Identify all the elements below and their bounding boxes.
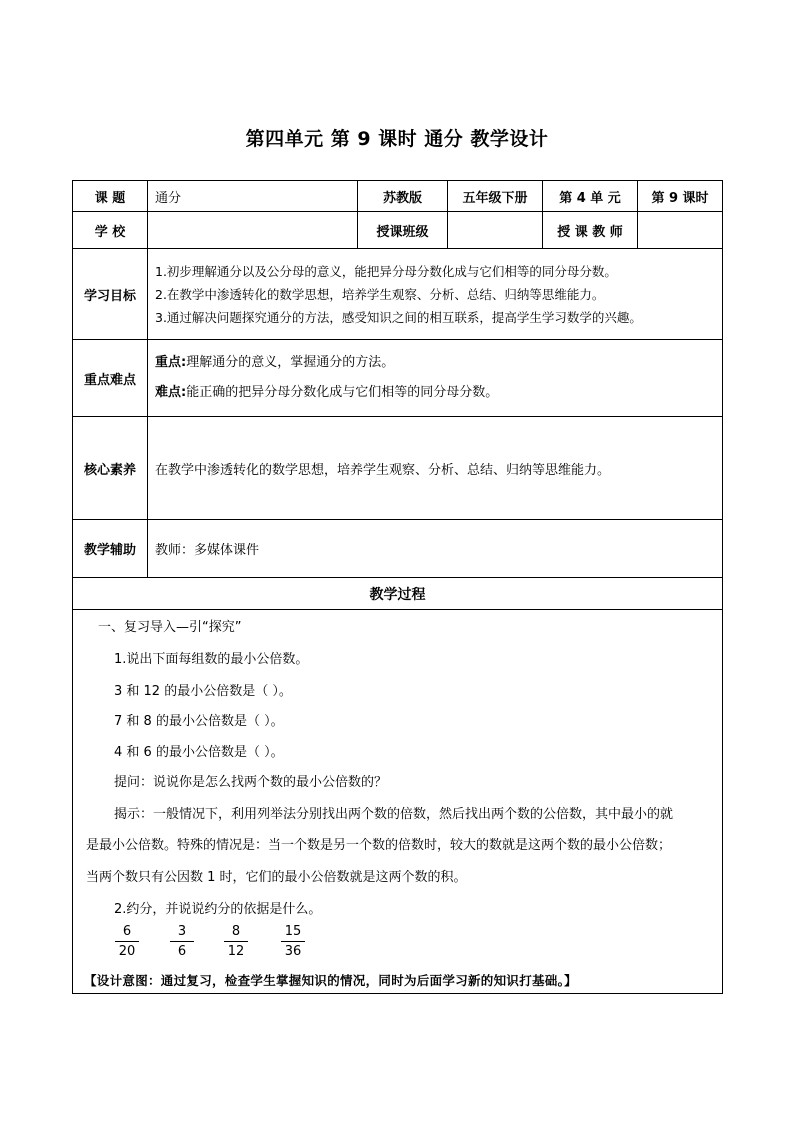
- key-points-label: 重点难点: [73, 340, 148, 417]
- focus-text: 理解通分的意义，掌握通分的方法。: [186, 355, 395, 370]
- key-points-row: [73, 340, 723, 417]
- grade-cell: 五年级下册: [448, 181, 543, 212]
- fraction-bar: [115, 941, 139, 942]
- numerator: 3: [177, 924, 187, 939]
- unit-cell: 第 4 单 元: [543, 181, 638, 212]
- core-label: 核心素养: [73, 417, 148, 520]
- goal-item: 2.在教学中渗透转化的数学思想，培养学生观察、分析、总结、归纳等思维能力。: [155, 286, 605, 302]
- question-2: 2.约分，并说说约分的依据是什么。: [114, 902, 322, 917]
- fraction-bar: [170, 941, 194, 942]
- fraction: [281, 923, 305, 960]
- goals-list: [148, 249, 723, 340]
- fraction: [170, 923, 194, 960]
- topic-label: 课 题: [73, 181, 148, 212]
- core-text: 在教学中渗透转化的数学思想，培养学生观察、分析、总结、归纳等思维能力。: [148, 417, 723, 520]
- aids-row: [73, 520, 723, 578]
- process-heading: 教学过程: [73, 578, 723, 610]
- reveal-line-2: 是最小公倍数。特殊的情况是：当一个数是另一个数的倍数时，较大的数就是这两个数的最小公倍数；: [86, 838, 672, 853]
- reveal-line-3: 当两个数只有公因数 1 时，它们的最小公倍数就是这两个数的积。: [86, 870, 467, 885]
- fraction: [115, 923, 139, 960]
- class-value[interactable]: [448, 212, 543, 249]
- process-content: [73, 610, 723, 994]
- denominator: 12: [227, 944, 245, 959]
- period-cell: 第 9 课时: [638, 181, 723, 212]
- fraction: [224, 923, 248, 960]
- denominator: 36: [284, 944, 302, 959]
- aids-text: 教师：多媒体课件: [148, 520, 723, 578]
- aids-label: 教学辅助: [73, 520, 148, 578]
- prompt-question: 提问：说说你是怎么找两个数的最小公倍数的？: [114, 775, 388, 790]
- question-1c: 4 和 6 的最小公倍数是（ ）。: [114, 745, 284, 760]
- difficulty-label: 难点:: [155, 385, 187, 400]
- process-heading-row: [73, 578, 723, 610]
- lesson-plan-table: [72, 180, 723, 994]
- key-points-content: [148, 340, 723, 417]
- design-intent-note: 【设计意图：通过复习，检查学生掌握知识的情况，同时为后面学习新的知识打基础。】: [84, 973, 577, 988]
- question-1a: 3 和 12 的最小公倍数是（ ）。: [114, 684, 292, 699]
- numerator: 6: [122, 924, 132, 939]
- fraction-bar: [281, 941, 305, 942]
- focus-label: 重点:: [155, 355, 187, 370]
- numerator: 15: [284, 924, 302, 939]
- school-row: [73, 212, 723, 249]
- goal-item: 1.初步理解通分以及公分母的意义，能把异分母分数化成与它们相等的同分母分数。: [155, 263, 617, 279]
- class-label: 授课班级: [358, 212, 448, 249]
- question-1: 1.说出下面每组数的最小公倍数。: [114, 652, 309, 667]
- core-row: [73, 417, 723, 520]
- question-1b: 7 和 8 的最小公倍数是（ ）。: [114, 714, 284, 729]
- denominator: 6: [177, 944, 187, 959]
- numerator: 8: [231, 924, 241, 939]
- topic-value: 通分: [148, 181, 358, 212]
- process-row: [73, 610, 723, 994]
- header-row: [73, 181, 723, 212]
- goals-label: 学习目标: [73, 249, 148, 340]
- goals-row: [73, 249, 723, 340]
- school-label: 学 校: [73, 212, 148, 249]
- page-title: 第四单元 第 9 课时 通分 教学设计: [245, 128, 549, 150]
- goal-item: 3.通过解决问题探究通分的方法，感受知识之间的相互联系，提高学生学习数学的兴趣。: [155, 309, 642, 325]
- teacher-value[interactable]: [638, 212, 723, 249]
- school-value[interactable]: [148, 212, 358, 249]
- teacher-label: 授 课 教 师: [543, 212, 638, 249]
- section-heading: 一、复习导入—引“探究”: [98, 620, 242, 635]
- fraction-bar: [224, 941, 248, 942]
- denominator: 20: [118, 944, 136, 959]
- difficulty-text: 能正确的把异分母分数化成与它们相等的同分母分数。: [186, 385, 499, 400]
- publisher-cell: 苏教版: [358, 181, 448, 212]
- reveal-line-1: 揭示：一般情况下，利用列举法分别找出两个数的倍数，然后找出两个数的公倍数，其中最小的就: [114, 807, 674, 822]
